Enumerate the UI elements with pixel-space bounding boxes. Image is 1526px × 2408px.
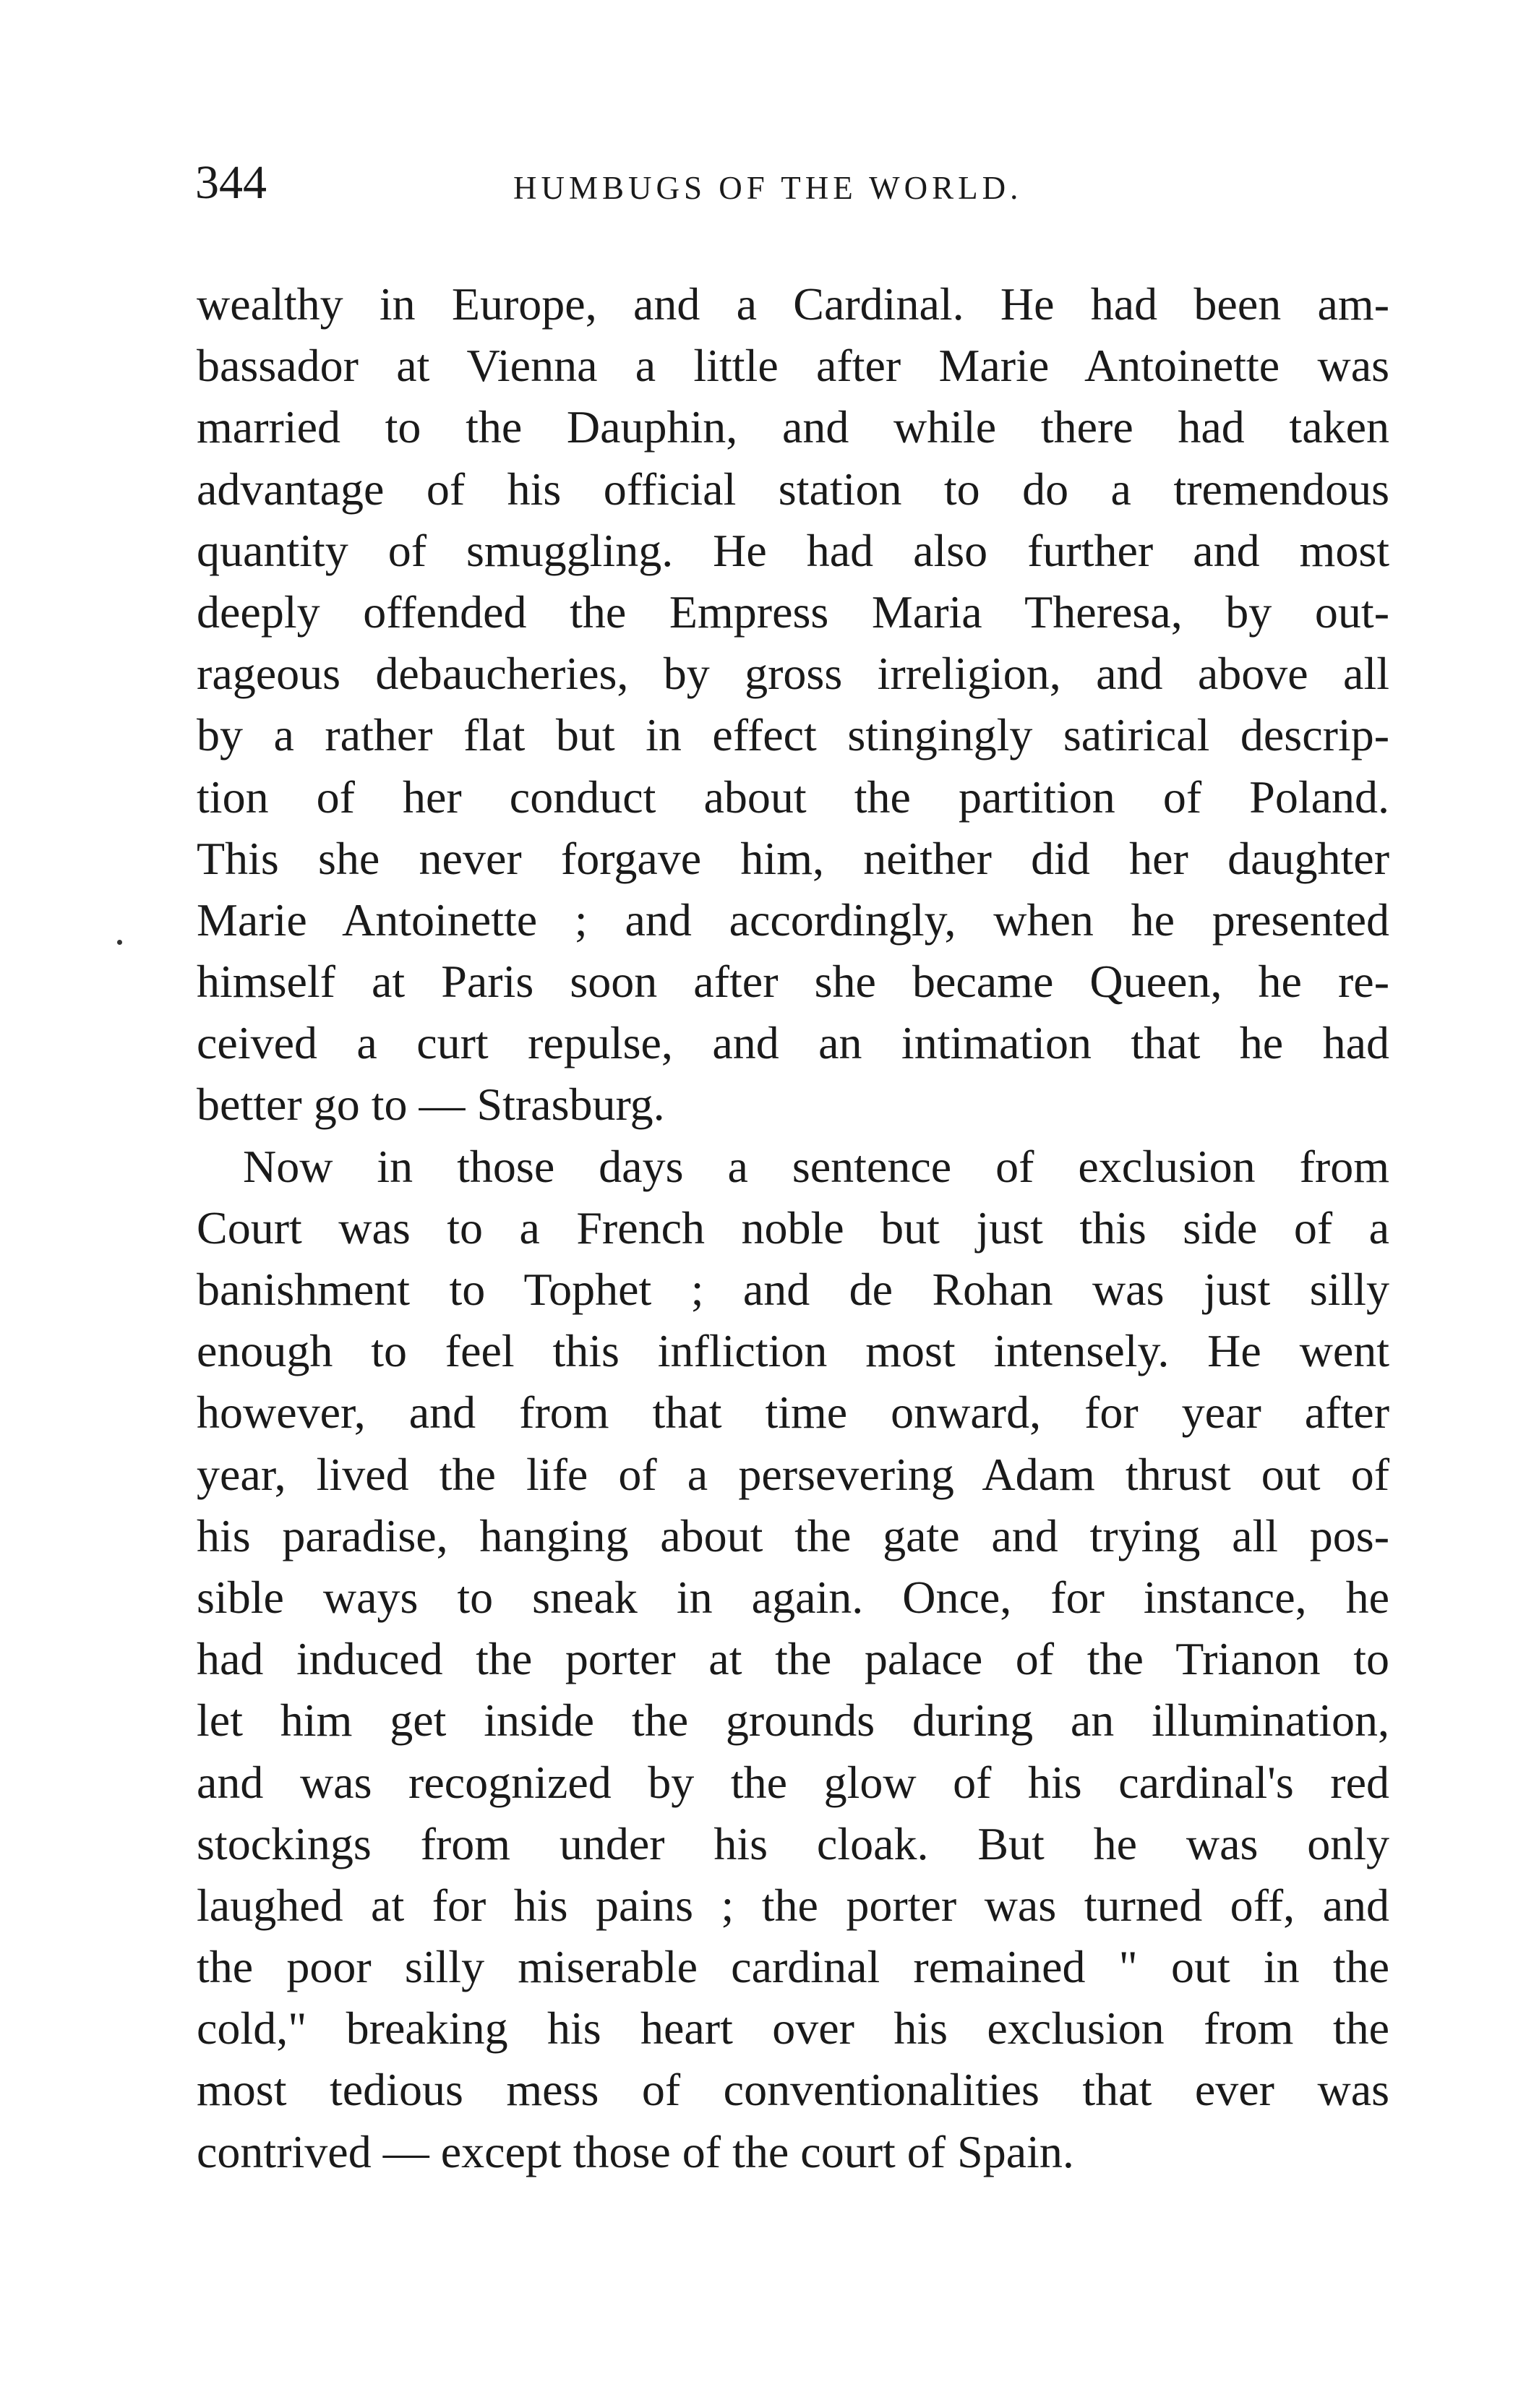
text-line: himself at Paris soon after she became Queen, he re-: [197, 956, 1389, 1008]
text-line: quantity of smuggling. He had also further and most: [197, 524, 1389, 576]
text-line: wealthy in Europe, and a Cardinal. He had been am-: [197, 278, 1389, 330]
text-line: rageous debaucheries, by gross irreligion, and above all: [197, 648, 1389, 700]
text-line: his paradise, hanging about the gate and trying all pos-: [197, 1509, 1389, 1561]
page-number: 344: [195, 156, 267, 209]
text-line: enough to feel this infliction most intensely. He went: [197, 1325, 1389, 1377]
body-text: [197, 273, 1389, 2182]
ink-speck: [117, 940, 122, 945]
text-line: Marie Antoinette ; and accordingly, when he presented: [197, 894, 1389, 946]
text-line: let him get inside the grounds during an illumination,: [197, 1694, 1389, 1747]
text-line: laughed at for his pains ; the porter was turned off, and: [197, 1879, 1389, 1931]
paragraph-start-line: Now in those days a sentence of exclusion from: [243, 1140, 1389, 1192]
text-line: cold," breaking his heart over his exclusion from the: [197, 2002, 1389, 2054]
text-line: the poor silly miserable cardinal remained " out in the: [197, 1941, 1389, 1993]
text-line: advantage of his official station to do a tremendous: [197, 463, 1389, 515]
text-line: sible ways to sneak in again. Once, for instance, he: [197, 1571, 1389, 1623]
text-line: deeply offended the Empress Maria Theresa, by out-: [197, 586, 1389, 638]
text-line: however, and from that time onward, for year after: [197, 1387, 1389, 1439]
text-line: ceived a curt repulse, and an intimation that he had: [197, 1017, 1389, 1069]
running-head: [195, 145, 1410, 231]
running-title: HUMBUGS OF THE WORLD.: [513, 170, 1023, 206]
text-line: stockings from under his cloak. But he was only: [197, 1817, 1389, 1869]
text-line: most tedious mess of conventionalities that ever was: [197, 2064, 1389, 2116]
text-line: tion of her conduct about the partition of Poland.: [197, 771, 1389, 823]
text-line: Court was to a French noble but just this side of a: [197, 1201, 1389, 1254]
text-line: married to the Dauphin, and while there had taken: [197, 401, 1389, 453]
text-line: and was recognized by the glow of his cardinal's red: [197, 1756, 1389, 1808]
text-line: This she never forgave him, neither did her daughter: [197, 832, 1389, 884]
text-line: by a rather flat but in effect stingingly satirical descrip-: [197, 709, 1389, 761]
paragraph-end-line: contrived — except those of the court of Spain.: [197, 2125, 1074, 2177]
text-line: had induced the porter at the palace of the Trianon to: [197, 1633, 1389, 1685]
paragraph-end-line: better go to — Strasburg.: [197, 1079, 665, 1131]
text-line: bassador at Vienna a little after Marie Antoinette was: [197, 340, 1389, 392]
text-line: banishment to Tophet ; and de Rohan was just silly: [197, 1264, 1389, 1315]
text-line: year, lived the life of a persevering Adam thrust out of: [197, 1448, 1389, 1500]
